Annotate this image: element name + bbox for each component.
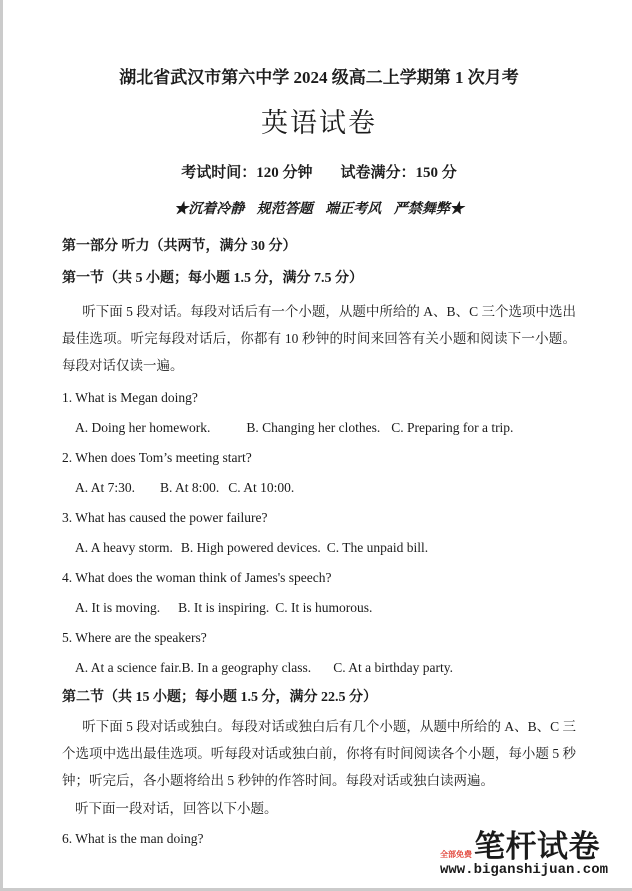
question-2-option-a: A. At 7:30. — [75, 480, 136, 495]
question-2-option-b: B. At 8:00. — [160, 480, 220, 495]
subject-title: 英语试卷 — [261, 108, 377, 138]
question-4-option-a: A. It is moving. — [75, 600, 161, 615]
question-2-options — [62, 473, 576, 503]
full-score-label: 试卷满分：150 分 — [340, 165, 457, 181]
question-5-option-a: A. At a science fair. — [75, 660, 182, 675]
question-3-option-b: B. High powered devices. — [180, 540, 321, 555]
question-6: 6. What is the man doing? — [62, 831, 204, 846]
question-5-options — [62, 653, 576, 683]
question-4: 4. What does the woman think of James's speech? — [62, 570, 332, 585]
question-4-option-c: C. It is humorous. — [275, 600, 373, 615]
viewer-left-edge — [0, 0, 3, 891]
question-3-option-c: C. The unpaid bill. — [326, 540, 429, 555]
watermark-free-tagline: 全部免费 — [439, 850, 472, 859]
exam-slogan: ★沉着冷静 规范答题 端正考风 严禁舞弊★ — [174, 202, 464, 217]
question-5-option-b: B. In a geography class. — [181, 660, 312, 675]
question-4-options — [62, 593, 576, 623]
question-5-option-c: C. At a birthday party. — [333, 660, 454, 675]
dialogue-prompt: 听下面一段对话，回答以下小题。 — [75, 801, 278, 816]
question-4-option-b: B. It is inspiring. — [178, 600, 270, 615]
watermark-brand-text: 笔杆试卷 — [474, 829, 600, 864]
question-3-option-a: A. A heavy storm. — [75, 540, 173, 555]
question-1-option-c: C. Preparing for a trip. — [391, 420, 514, 435]
question-2: 2. When does Tom’s meeting start? — [62, 450, 252, 465]
question-2-option-c: C. At 10:00. — [228, 480, 295, 495]
question-1-option-a: A. Doing her homework. — [75, 420, 211, 435]
part1-heading: 第一部分 听力（共两节，满分 30 分） — [62, 239, 297, 254]
question-3-options — [62, 533, 576, 563]
question-1-option-b: B. Changing her clothes. — [246, 420, 381, 435]
question-5: 5. Where are the speakers? — [62, 630, 207, 645]
watermark — [440, 831, 608, 877]
watermark-site-url: www.biganshijuan.com — [439, 862, 608, 878]
exam-time-label: 考试时间：120 分钟 — [181, 165, 313, 181]
document-sheet — [62, 66, 576, 854]
question-1: 1. What is Megan doing? — [62, 390, 198, 405]
section2-heading: 第二节（共 15 小题；每小题 1.5 分，满分 22.5 分） — [62, 690, 377, 705]
section1-instructions: 听下面 5 段对话。每段对话后有一个小题，从题中所给的 A、B、C 三个选项中选出最佳选项。听完每段对话后，你都有 10 秒钟的时间来回答有关小题和阅读下一小题。每段对话仅读一遍。 — [62, 304, 576, 373]
school-title: 湖北省武汉市第六中学 2024 级高二上学期第 1 次月考 — [119, 68, 519, 87]
question-3: 3. What has caused the power failure? — [62, 510, 268, 525]
exam-info-line — [62, 162, 576, 184]
question-1-options — [62, 413, 576, 443]
section1-heading: 第一节（共 5 小题；每小题 1.5 分，满分 7.5 分） — [62, 271, 363, 286]
section2-instructions: 听下面 5 段对话或独白。每段对话或独白后有几个小题，从题中所给的 A、B、C 三个选项中选出最佳选项。听每段对话或独白前，你将有时间阅读各个小题，每小题 5 秒钟；听完后，各小题将给出 5 秒钟的作答时间。每段对话或独白读两遍。 — [62, 719, 576, 788]
